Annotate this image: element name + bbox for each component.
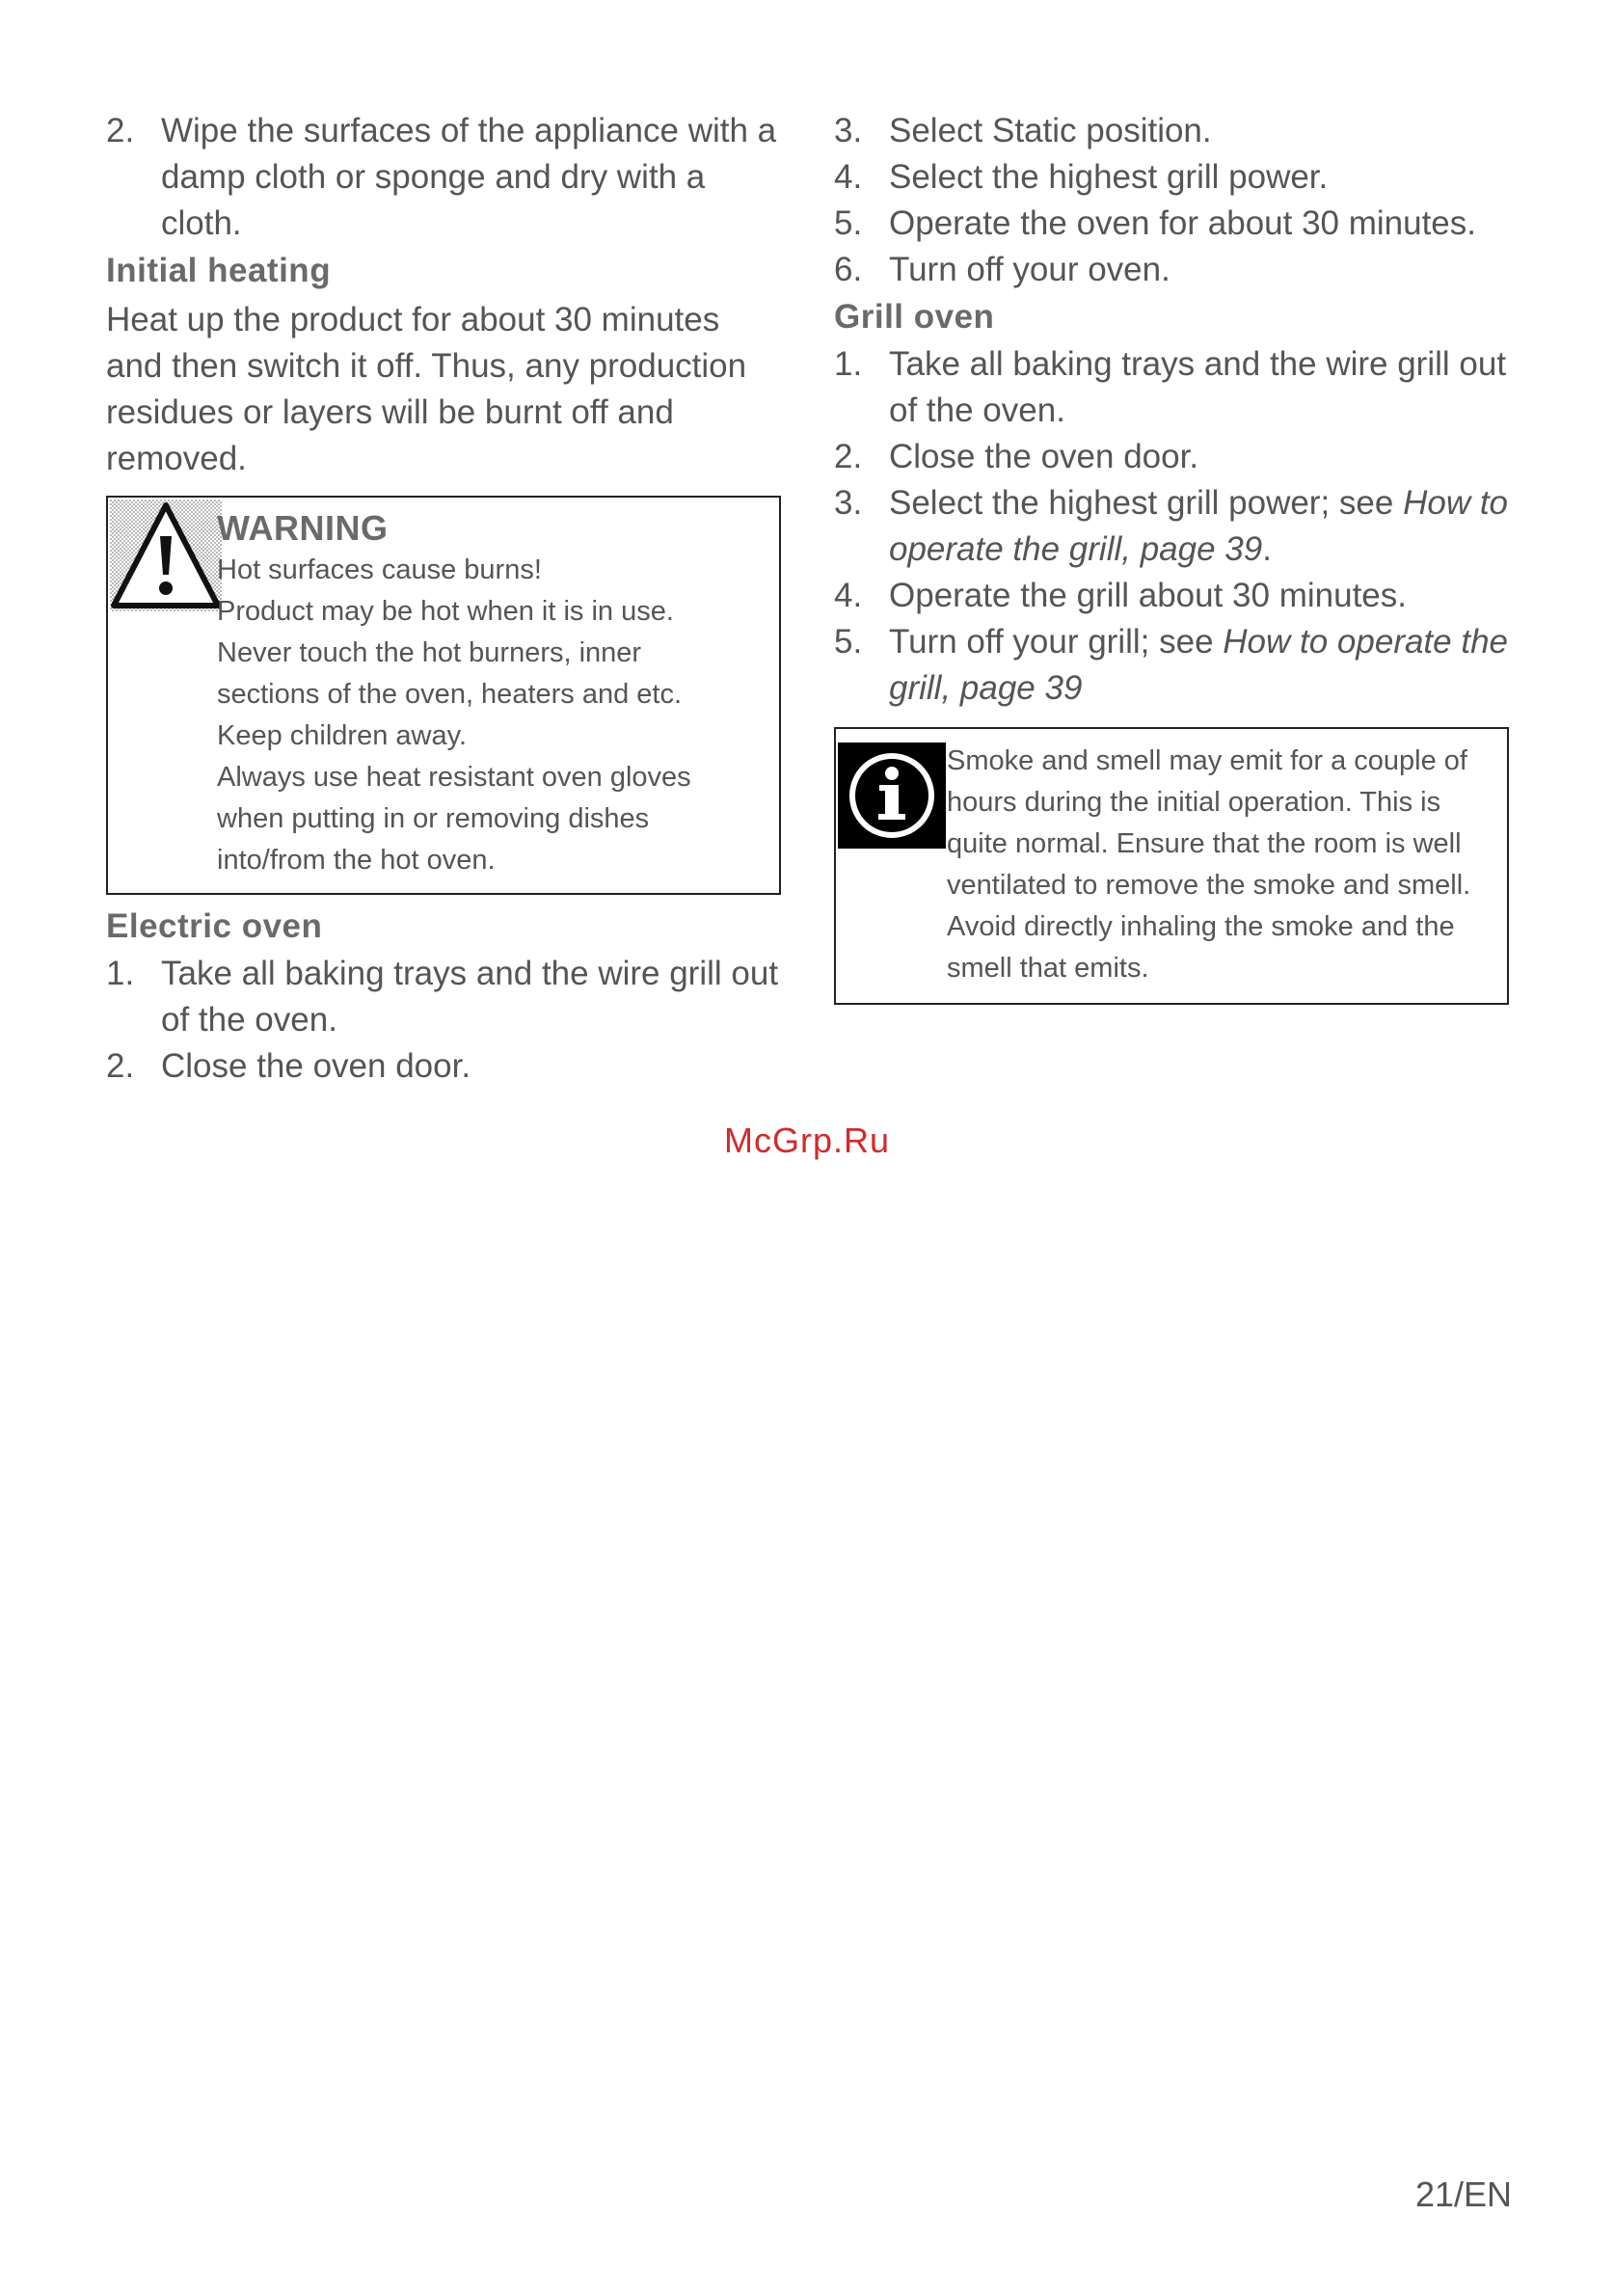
step-number: 5. [834, 623, 863, 661]
list-item [834, 619, 1509, 712]
warning-line: Never touch the hot burners, inner [217, 637, 642, 668]
initial-heating-text: Heat up the product for about 30 minutes and then switch it off. Thus, any production residues or layers will be burnt off and removed. [106, 301, 747, 477]
electric-oven-steps-continued-list [834, 108, 1509, 293]
cross-reference-link[interactable]: How to operate the grill, page 39 [889, 623, 1509, 707]
list-item [834, 201, 1509, 247]
warning-line: Keep children away. [217, 720, 468, 751]
warning-line: when putting in or removing dishes [217, 803, 650, 834]
step-number: 3. [834, 112, 863, 149]
warning-line: into/from the hot oven. [217, 845, 496, 876]
info-box [834, 727, 1509, 1005]
list-item [106, 951, 781, 1043]
step-number: 1. [834, 345, 863, 383]
watermark: McGrp.Ru [723, 1121, 891, 1160]
step-number: 1. [106, 955, 135, 992]
step-text: Operate the grill about 30 minutes. [889, 577, 1407, 614]
step-number: 4. [834, 577, 863, 614]
step-text: Select Static position. [889, 112, 1212, 149]
step-text: Take all baking trays and the wire grill out of the oven. [161, 955, 779, 1039]
electric-oven-heading: Electric oven [106, 907, 323, 945]
step-text: Select the highest grill power; see [889, 484, 1404, 522]
list-item [834, 154, 1509, 201]
step-number: 4. [834, 158, 863, 196]
list-item [834, 573, 1509, 619]
step-text: Close the oven door. [161, 1047, 471, 1085]
initial-heating-heading: Initial heating [106, 252, 332, 289]
step-number: 5. [834, 204, 863, 242]
warning-line: Always use heat resistant oven gloves [217, 762, 691, 793]
step-text: Take all baking trays and the wire grill out of the oven. [889, 345, 1507, 429]
list-item [106, 1043, 781, 1090]
step-number: 2. [106, 112, 135, 149]
warning-content [217, 507, 769, 881]
info-text: Smoke and smell may emit for a couple of hours during the initial operation. This is quite normal. Ensure that the room is well ventilated to remove the smoke and smell. Avoid directly inhaling the smoke and the smell that emits. [947, 745, 1471, 984]
grill-oven-steps-list [834, 341, 1509, 712]
step-number: 3. [834, 484, 863, 522]
cleaning-steps-list [106, 108, 781, 247]
right-column [834, 108, 1509, 1005]
warning-title: WARNING [217, 508, 389, 548]
step-text-tail: . [1262, 530, 1272, 568]
page-number: 21/EN [1414, 2174, 1512, 2214]
warning-box [106, 496, 781, 895]
warning-triangle-icon [110, 500, 222, 611]
step-text: Turn off your grill; see [889, 623, 1224, 661]
electric-oven-steps-list [106, 951, 781, 1090]
step-text: Wipe the surfaces of the appliance with a damp cloth or sponge and dry with a cloth. [161, 112, 777, 242]
left-column [106, 108, 781, 1090]
step-text: Close the oven door. [889, 438, 1199, 475]
step-number: 2. [106, 1047, 135, 1085]
list-item [834, 108, 1509, 154]
warning-line: Hot surfaces cause burns! [217, 554, 542, 585]
cross-reference-link[interactable]: How to operate the grill, page 39 [889, 484, 1509, 568]
list-item [106, 108, 781, 247]
list-item [834, 480, 1509, 573]
warning-line: Product may be hot when it is in use. [217, 596, 674, 627]
list-item [834, 341, 1509, 434]
grill-oven-heading: Grill oven [834, 298, 995, 336]
list-item [834, 434, 1509, 480]
step-text: Operate the oven for about 30 minutes. [889, 204, 1476, 242]
step-text: Turn off your oven. [889, 251, 1170, 288]
list-item [834, 247, 1509, 293]
step-number: 2. [834, 438, 863, 475]
warning-line: sections of the oven, heaters and etc. [217, 679, 683, 710]
info-icon [838, 743, 946, 849]
step-number: 6. [834, 251, 863, 288]
step-text: Select the highest grill power. [889, 158, 1329, 196]
